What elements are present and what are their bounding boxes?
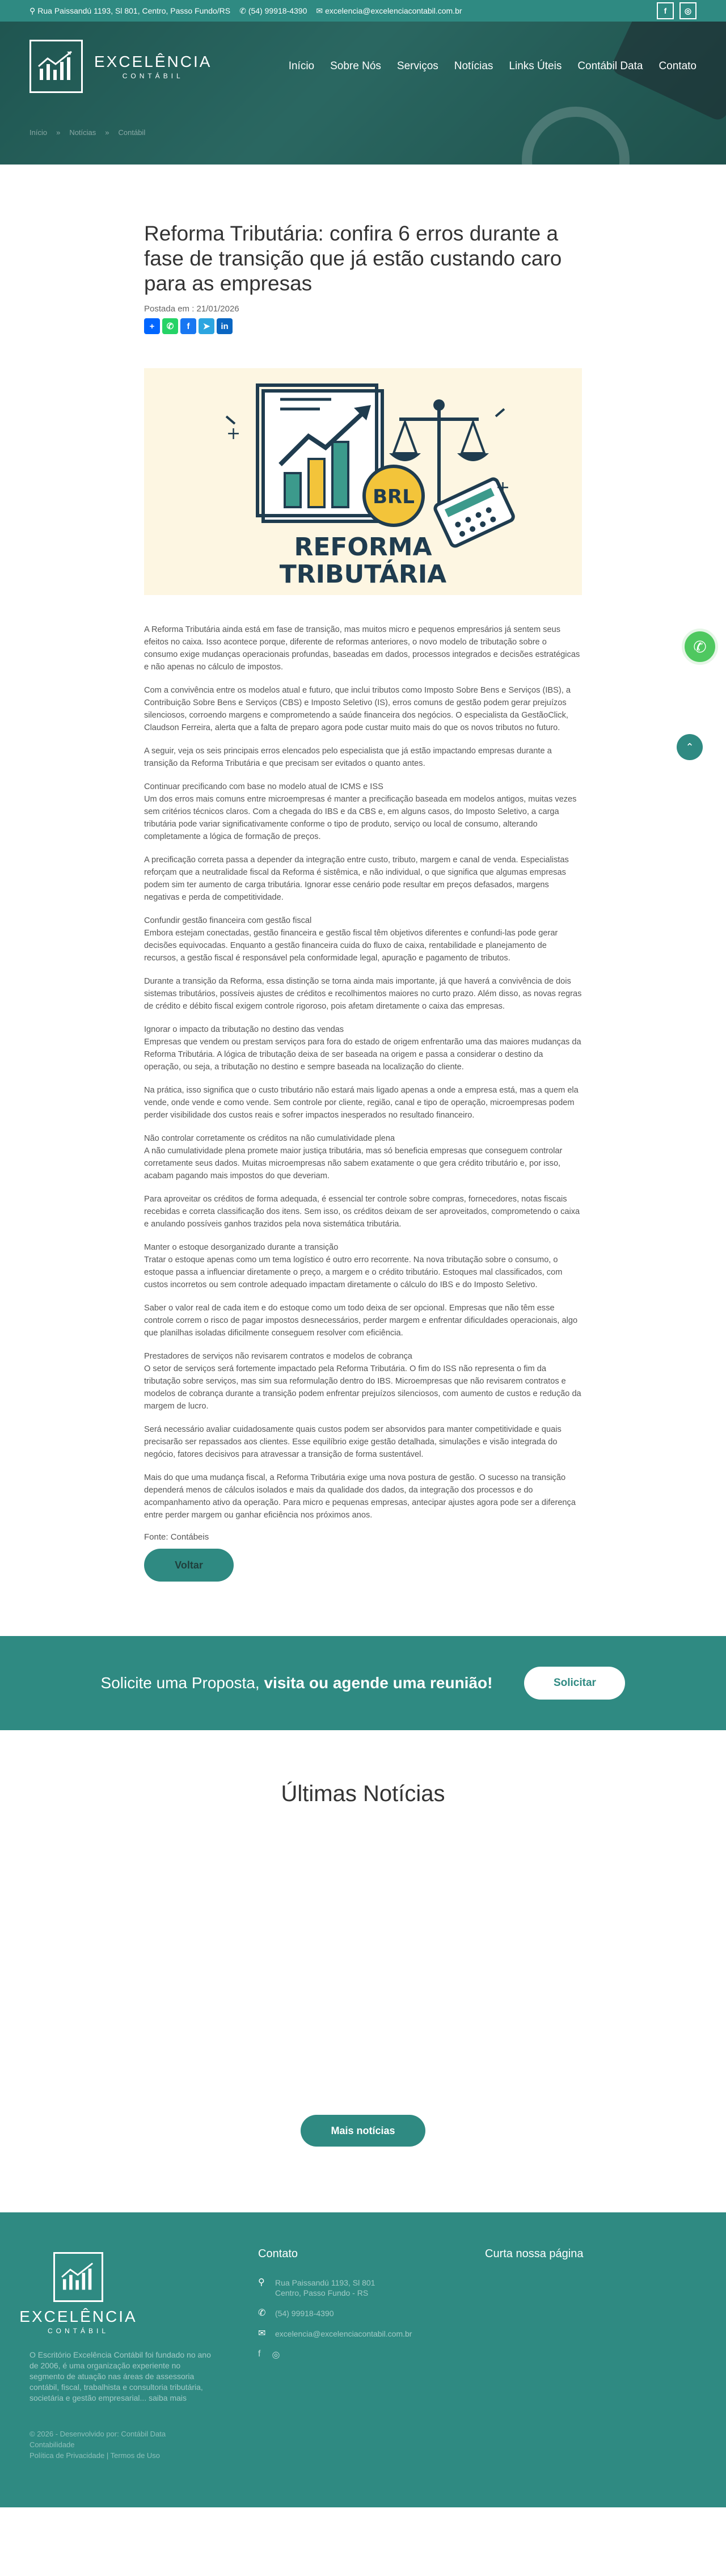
- paragraph: A precificação correta passa a depender da integração entre custo, tributo, margem e canal de venda. Especialistas reforçam que a neutralidade fiscal da Reforma é sistêmica, e não individual, o que significa que algumas empresas podem sim ter aumento de carga tributária. Ignorar esse cenário pode resultar em preços defasados, margens negativas e perda de competitividade.: [144, 855, 569, 902]
- paragraph: Durante a transição da Reforma, essa distinção se torna ainda mais importante, já que haverá a convivência de dois sistemas tributários, possíveis ajustes de créditos e recolhimentos maiores no curto prazo. Além disso, as novas regras de crédito e débito fiscal exigem controle rigoroso, pois afetam diretamente o caixa das empresas.: [144, 977, 582, 1011]
- hero-header: [0, 22, 726, 165]
- map-pin-icon: ⚲: [258, 2278, 265, 2287]
- article: [144, 165, 582, 1582]
- paragraph: Confundir gestão financeira com gestão fiscal Embora estejam conectadas, gestão financeira e gestão fiscal têm objetivos diferentes e confundi-las pode gerar decisões equivocadas. Enquanto a gestão financeira cuida do fluxo de caixa, rentabilidade e planejamento de recursos, a gestão fiscal é responsável pela conformidade legal, apuração e pagamento de tributos.: [144, 916, 558, 963]
- breadcrumb-inicio[interactable]: Início: [29, 128, 48, 137]
- phone-icon: ✆: [258, 2308, 266, 2318]
- footer-contact: Contato ⚲ Rua Paissandú 1193, Sl 801 Centro, Passo Fundo - RS ✆ (54) 99918-4390 ✉ excelencia@excelenciacontabil.com.br f ◎: [258, 2248, 412, 2360]
- paragraph: Saber o valor real de cada item e do estoque como um todo deixa de ser opcional. Empresas que não têm esse controle correm o risco de pagar impostos desnecessários, perder margem e enfrentar dificuldades operacionais, algo que planilhas isoladas dificilmente conseguem resolver com eficiência.: [144, 1304, 578, 1338]
- featured-image: [144, 368, 582, 595]
- whatsapp-icon[interactable]: ✆: [682, 629, 718, 665]
- footer: [0, 2212, 726, 2507]
- back-button[interactable]: Voltar: [144, 1549, 234, 1582]
- paragraph: Continuar precificando com base no modelo atual de ICMS e ISS Um dos erros mais comuns entre microempresas é manter a precificação baseada em modelos antigos, muitas vezes sem critérios técnicos claros. Com a chegada do IBS e da CBS e, em alguns casos, do Imposto Seletivo, a carga tributária pode variar significativamente conforme o tipo de produto, serviço ou local de consumo, alterando completamente a lógica de formação de preços.: [144, 782, 577, 841]
- nav-menu: [289, 60, 697, 73]
- cta-banner: [0, 1636, 726, 1730]
- instagram-icon[interactable]: ◎: [679, 2, 697, 19]
- share-buttons: [144, 318, 582, 334]
- request-button[interactable]: Solicitar: [524, 1667, 625, 1700]
- paragraph: Mais do que uma mudança fiscal, a Reforma Tributária exige uma nova postura de gestão. O sucesso na transição dependerá menos de cálculos isolados e mais da qualidade dos dados, da integração dos processos e do acompanhamento ativo da operação. Para micro e pequenas empresas, antecipar ajustes agora pode ser a diferença entre perder margem ou ganhar eficiência nos próximos anos.: [144, 1473, 576, 1520]
- phone[interactable]: ✆ (54) 99918-4390: [239, 6, 307, 15]
- logo[interactable]: EXCELÊNCIA CONTÁBIL: [29, 40, 212, 93]
- breadcrumb-sep: »: [56, 128, 61, 137]
- address: ⚲ Rua Paissandú 1193, Sl 801, Centro, Passo Fundo/RS: [29, 6, 231, 15]
- logo-chart-icon: [29, 40, 83, 93]
- paragraph: Para aproveitar os créditos de forma adequada, é essencial ter controle sobre compras, fornecedores, notas fiscais recebidas e correta classificação dos itens. Sem isso, os créditos deixam de ser aproveitados, comprometendo o caixa e anulando possíveis ganhos trazidos pela nova sistemática tributária.: [144, 1195, 580, 1229]
- latest-news: [0, 1730, 726, 2212]
- nav-servicos[interactable]: Serviços: [396, 60, 438, 72]
- cta-text: Solicite uma Proposta, visita ou agende uma reunião!: [100, 1674, 493, 1692]
- facebook-icon[interactable]: f: [258, 2349, 261, 2359]
- top-bar: [0, 0, 726, 22]
- paragraph: A Reforma Tributária ainda está em fase de transição, mas muitos micro e pequenos empresários já sentem seus efeitos no caixa. Isso acontece porque, diferente de reformas anteriores, o novo modelo de tributação sobre o consumo exige mudanças operacionais profundas, baseadas em dados, processos integrados e decisões estratégicas e não apenas no cálculo de impostos.: [144, 625, 580, 672]
- nav-links[interactable]: Links Úteis: [509, 60, 562, 72]
- more-news-button[interactable]: Mais notícias: [301, 2115, 425, 2147]
- posted-date: Postada em : 21/01/2026: [144, 304, 239, 314]
- telegram-share-icon[interactable]: ➤: [199, 318, 214, 334]
- footer-copyright: © 2026 - Desenvolvido por: Contábil Data Contabilidade Política de Privacidade | Termos de Uso: [29, 2429, 211, 2461]
- paragraph: Na prática, isso significa que o custo tributário não estará mais ligado apenas a onde a empresa está, mas a quem ela vende, onde vende e como vende. Sem controle por cliente, região, canal e tipo de operação, microempresas podem perder visibilidade dos custos reais e sofrer impactos inesperados no resultado financeiro.: [144, 1086, 579, 1120]
- linkedin-share-icon[interactable]: in: [217, 318, 233, 334]
- mail-icon: ✉: [258, 2329, 266, 2338]
- paragraph: Prestadores de serviços não revisarem contratos e modelos de cobrança O setor de serviços será fortemente impactado pela Reforma Tributária. O fim do ISS não representa o fim da tributação sobre serviços, mas sim sua reformulação dentro do IBS. Microempresas que não revisarem contratos e modelos de cobrança durante a transição podem enfrentar prejuízos silenciosos, com aumento de custos e redução da margem de lucro.: [144, 1352, 581, 1411]
- paragraph: Com a convivência entre os modelos atual e futuro, que inclui tributos como Imposto Sobre Bens e Serviços (IBS), a Contribuição Sobre Bens e Serviços (CBS) e Imposto Seletivo (IS), erros comuns de gestão podem gerar prejuízos silenciosos, corroendo margens e comprometendo a saúde financeira dos negócios. O especialista da GestãoClick, Claudson Ferreira, alerta que a falta de preparo agora pode custar muito mais do que os novos tributos no futuro.: [144, 686, 571, 732]
- email[interactable]: ✉ excelencia@excelenciacontabil.com.br: [316, 6, 462, 15]
- footer-email[interactable]: excelencia@excelenciacontabil.com.br: [275, 2329, 412, 2338]
- article-title: Reforma Tributária: confira 6 erros durante a fase de transição que já estão custando caro para as empresas: [144, 222, 562, 295]
- footer-logo[interactable]: EXCELÊNCIA CONTÁBIL: [29, 2252, 127, 2335]
- facebook-share-icon[interactable]: f: [180, 318, 196, 334]
- footer-curta: Curta nossa página: [485, 2248, 584, 2260]
- instagram-icon[interactable]: ◎: [272, 2350, 280, 2360]
- paragraph: Ignorar o impacto da tributação no destino das vendas Empresas que vendem ou prestam serviços para fora do estado de origem enfrentarão uma das maiores mudanças da Reforma Tributária. A lógica de tributação deixa de ser baseada na origem e passa a considerar o destino da operação, ou seja, a tributação no destino e sempre baseada na localização do cliente.: [144, 1025, 581, 1072]
- paragraph: Manter o estoque desorganizado durante a transição Tratar o estoque apenas como um tema logístico é outro erro recorrente. Na nova tributação sobre o consumo, o estoque passa a influenciar diretamente o preço, a margem e o crédito tributário. Estoques mal classificados, com custos incorretos ou sem controle adequado impactam diretamente o cálculo do IBS e do Imposto Seletivo.: [144, 1243, 563, 1289]
- nav-inicio[interactable]: Início: [288, 60, 315, 72]
- svg-text:+: +: [496, 478, 510, 498]
- paragraph: Não controlar corretamente os créditos na não cumulatividade plena A não cumulatividade plena promete maior justiça tributária, mas só beneficia empresas que conseguem controlar corretamente seus dados. Muitas microempresas não sabem exatamente o que gera crédito tributário e, por isso, acabam pagando mais impostos do que deveriam.: [144, 1134, 563, 1181]
- latest-title: Últimas Notícias: [281, 1781, 445, 1806]
- nav-noticias[interactable]: Notícias: [454, 60, 493, 72]
- chevron-up-icon[interactable]: ⌃: [677, 734, 703, 760]
- phone-icon: ✆: [239, 6, 246, 15]
- main-nav: [0, 22, 726, 93]
- image-title-2: TRIBUTÁRIA: [279, 560, 447, 589]
- nav-sobre[interactable]: Sobre Nós: [330, 60, 381, 72]
- breadcrumb-noticias[interactable]: Notícias: [69, 128, 96, 137]
- logo-chart-icon: [53, 2252, 103, 2302]
- privacy-link[interactable]: Política de Privacidade | Termos de Uso: [29, 2451, 161, 2460]
- breadcrumb-current: Contábil: [118, 128, 146, 137]
- facebook-icon[interactable]: f: [657, 2, 674, 19]
- breadcrumb-sep: »: [105, 128, 109, 137]
- whatsapp-share-icon[interactable]: ✆: [162, 318, 178, 334]
- image-title-1: REFORMA: [294, 533, 432, 562]
- mail-icon: ✉: [316, 6, 323, 15]
- image-badge: BRL: [373, 486, 415, 508]
- map-pin-icon: ⚲: [29, 6, 36, 15]
- article-source: Fonte: Contábeis: [144, 1532, 209, 1542]
- paragraph: A seguir, veja os seis principais erros elencados pelo especialista que já estão impactando empresas durante a transição da Reforma Tributária e que precisam ser evitados o quanto antes.: [144, 747, 552, 768]
- breadcrumb: [0, 93, 726, 137]
- nav-contato[interactable]: Contato: [659, 60, 697, 72]
- article-body: [144, 623, 582, 1521]
- nav-contabil-data[interactable]: Contábil Data: [577, 60, 643, 72]
- share-plus-icon[interactable]: +: [144, 318, 160, 334]
- paragraph: Será necessário avaliar cuidadosamente quais custos podem ser absorvidos para manter competitividade e quais precisarão ser repassados aos clientes. Esse equilíbrio exige gestão detalhada, simulações e visão integrada do negócio, fatores decisivos para atravessar a transição de forma sustentável.: [144, 1425, 562, 1459]
- footer-phone[interactable]: (54) 99918-4390: [275, 2309, 334, 2318]
- footer-about: O Escritório Excelência Contábil foi fundado no ano de 2006, é uma organização experiente no segmento de atuação nas áreas de assessoria contábil, fiscal, trabalhista e consultoria tributária, societária e gestão empresarial... saiba mais: [29, 2350, 211, 2402]
- svg-text:+: +: [226, 424, 241, 444]
